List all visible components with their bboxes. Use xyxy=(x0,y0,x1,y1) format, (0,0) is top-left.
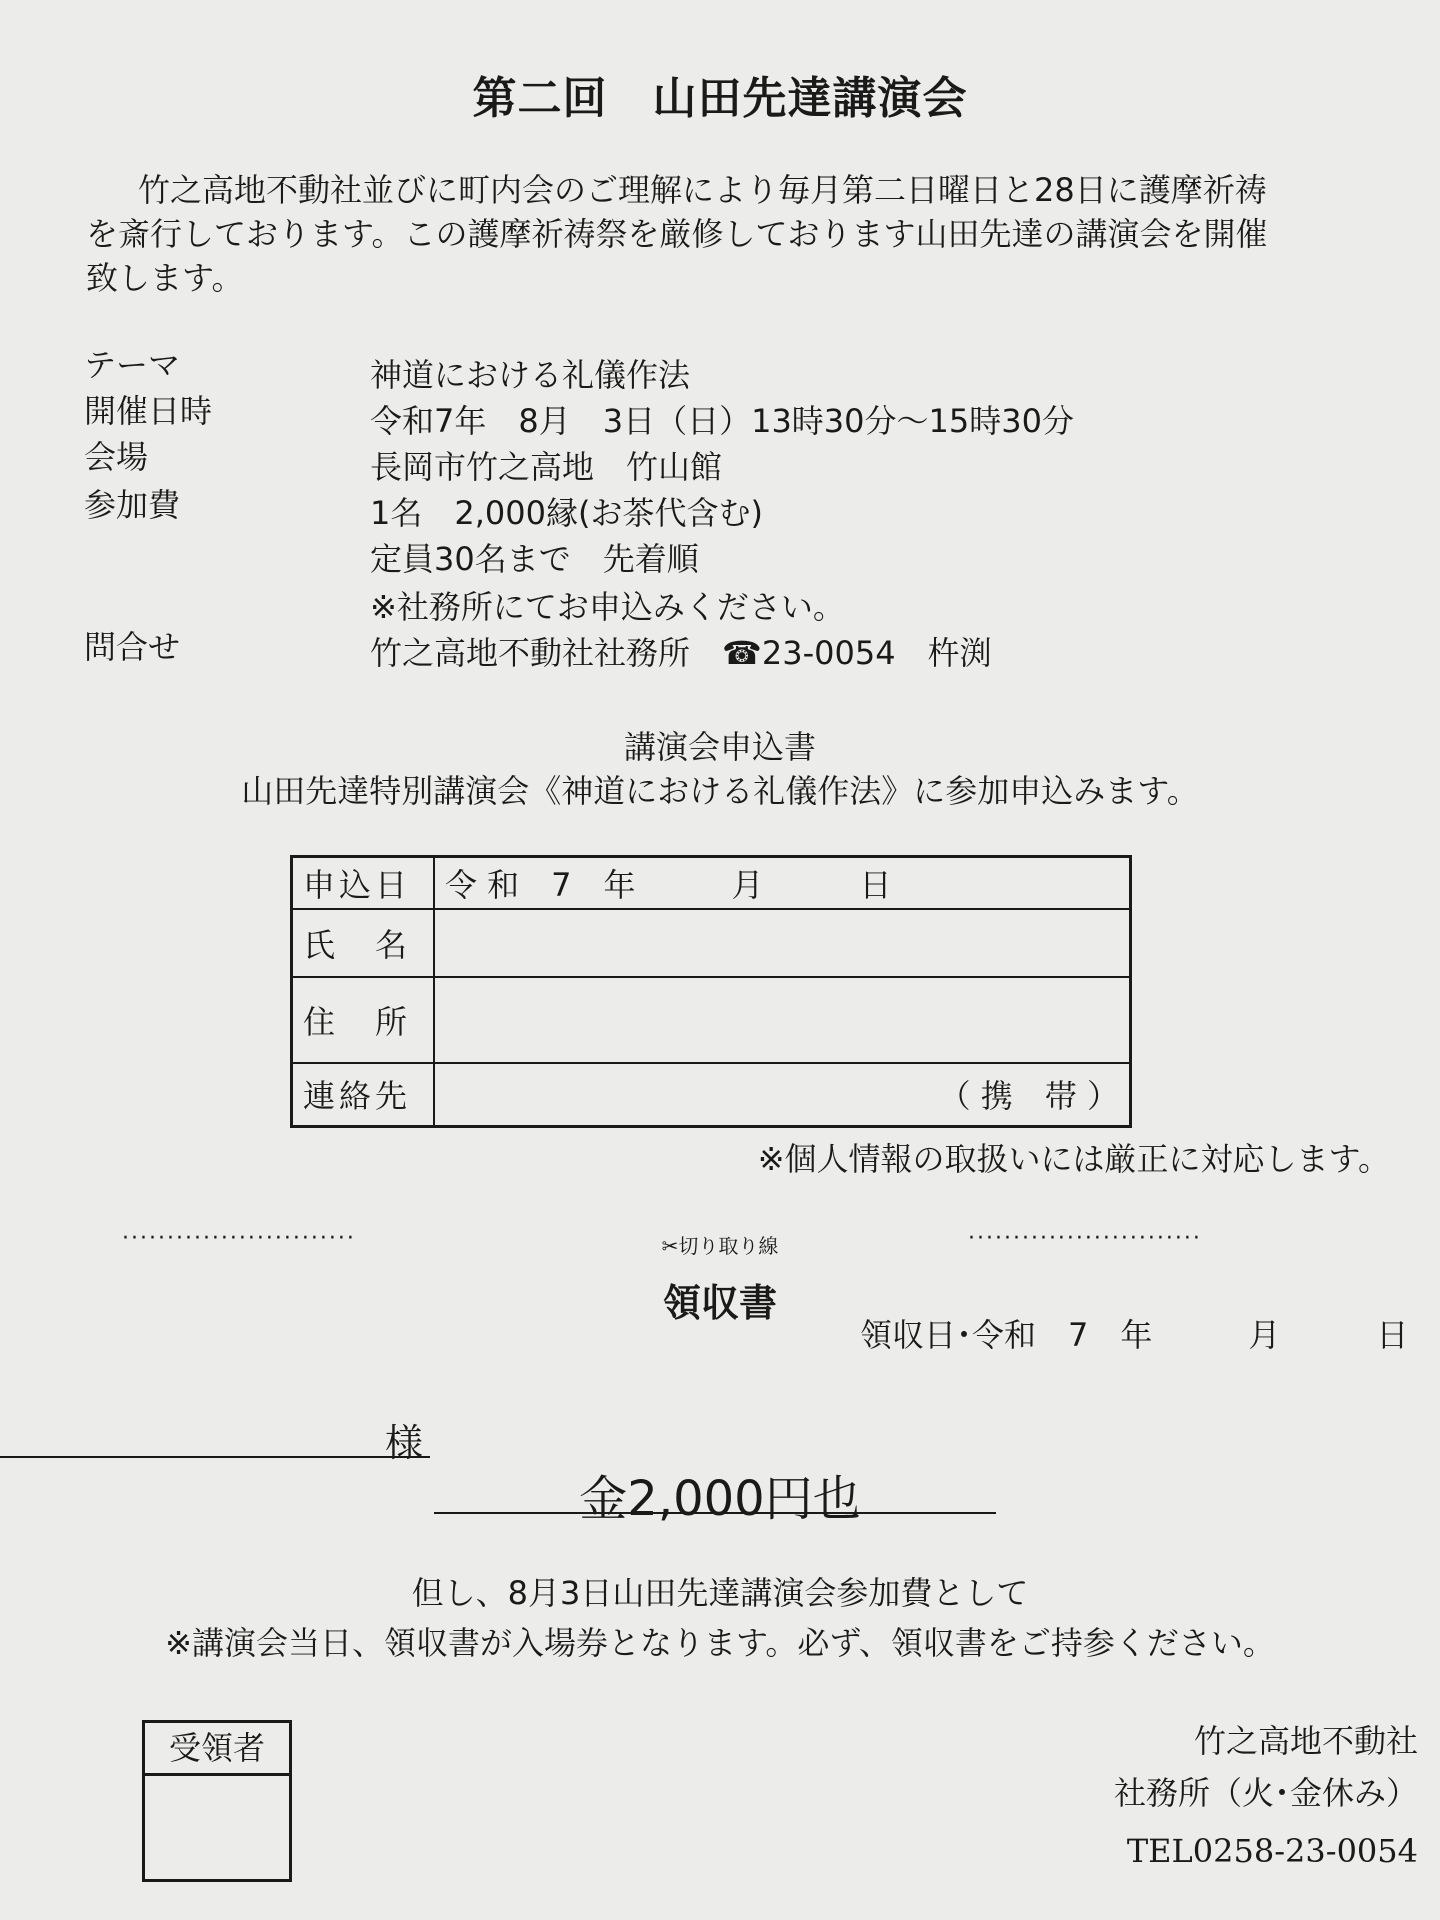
form-row-name xyxy=(292,909,1131,977)
detail-value-apply-note: ※社務所にてお申込みください。 xyxy=(370,588,845,626)
detail-label-fee: 参加費 xyxy=(84,486,181,524)
detail-value-theme: 神道における礼儀作法 xyxy=(370,356,691,394)
detail-label-datetime: 開催日時 xyxy=(84,392,213,430)
form-field-name[interactable] xyxy=(434,909,1131,977)
page-title: 第二回 山田先達講演会 xyxy=(472,73,968,124)
receipt-date: 領収日･令和 7 年 月 日 xyxy=(860,1316,1409,1354)
recipient-name-line[interactable] xyxy=(0,1456,430,1458)
form-row-date xyxy=(292,857,1131,909)
receipt-note: ※講演会当日、領収書が入場券となります。必ず、領収書をご持参ください。 xyxy=(165,1624,1275,1662)
form-row-address xyxy=(292,977,1131,1063)
form-contact-mobile-note: （ 携 帯 ） xyxy=(938,1077,1119,1116)
form-field-address[interactable] xyxy=(434,977,1131,1063)
cut-line-right: ·························· xyxy=(968,1226,1202,1251)
issuer-tel: TEL0258-23-0054 xyxy=(1126,1832,1418,1870)
detail-value-fee: 1名 2,000縁(お茶代含む) xyxy=(370,494,763,532)
detail-value-venue: 長岡市竹之高地 竹山館 xyxy=(370,448,723,486)
form-label-contact: 連絡先 xyxy=(292,1063,435,1127)
form-row-contact xyxy=(292,1063,1131,1127)
detail-label-inquiry: 問合せ xyxy=(84,628,181,666)
detail-label-venue: 会場 xyxy=(84,438,149,476)
application-form xyxy=(290,855,1132,1128)
form-label-name: 氏 名 xyxy=(292,909,435,977)
privacy-note: ※個人情報の取扱いには厳正に対応します。 xyxy=(757,1140,1390,1178)
cut-line-left: ·························· xyxy=(122,1226,356,1251)
form-subheading: 山田先達特別講演会《神道における礼儀作法》に参加申込みます。 xyxy=(241,772,1199,810)
detail-value-datetime: 令和7年 8月 3日（日）13時30分～15時30分 xyxy=(370,402,1074,440)
form-label-address: 住 所 xyxy=(292,977,435,1063)
receipt-purpose: 但し、8月3日山田先達講演会参加費として xyxy=(411,1574,1029,1612)
receiver-stamp-label: 受領者 xyxy=(145,1723,289,1776)
receiver-stamp-box[interactable] xyxy=(142,1720,292,1882)
intro-paragraph: 竹之高地不動社並びに町内会のご理解により毎月第二日曜日と28日に護摩祈祷を斎行しております。この護摩祈祷祭を厳修しております山田先達の講演会を開催致します。 xyxy=(86,171,1268,297)
issuer-office: 社務所（火･金休み） xyxy=(1113,1774,1418,1812)
recipient-honorific: 様 xyxy=(385,1421,424,1465)
form-heading: 講演会申込書 xyxy=(623,728,816,766)
form-field-contact[interactable] xyxy=(434,1063,1131,1127)
receipt-title: 領収書 xyxy=(662,1281,777,1325)
receipt-amount: 金2,000円也 xyxy=(579,1471,861,1527)
amount-underline xyxy=(434,1512,996,1514)
cut-line-label: ✂切り取り線 xyxy=(661,1234,779,1258)
detail-value-capacity: 定員30名まで 先着順 xyxy=(370,540,699,578)
detail-value-inquiry: 竹之高地不動社社務所 ☎23-0054 杵渕 xyxy=(370,634,992,672)
issuer-name: 竹之高地不動社 xyxy=(1193,1722,1418,1760)
form-value-date[interactable]: 令 和 7 年 月 日 xyxy=(434,857,1131,909)
detail-label-theme: テーマ xyxy=(84,346,181,384)
form-label-date: 申込日 xyxy=(292,857,435,909)
